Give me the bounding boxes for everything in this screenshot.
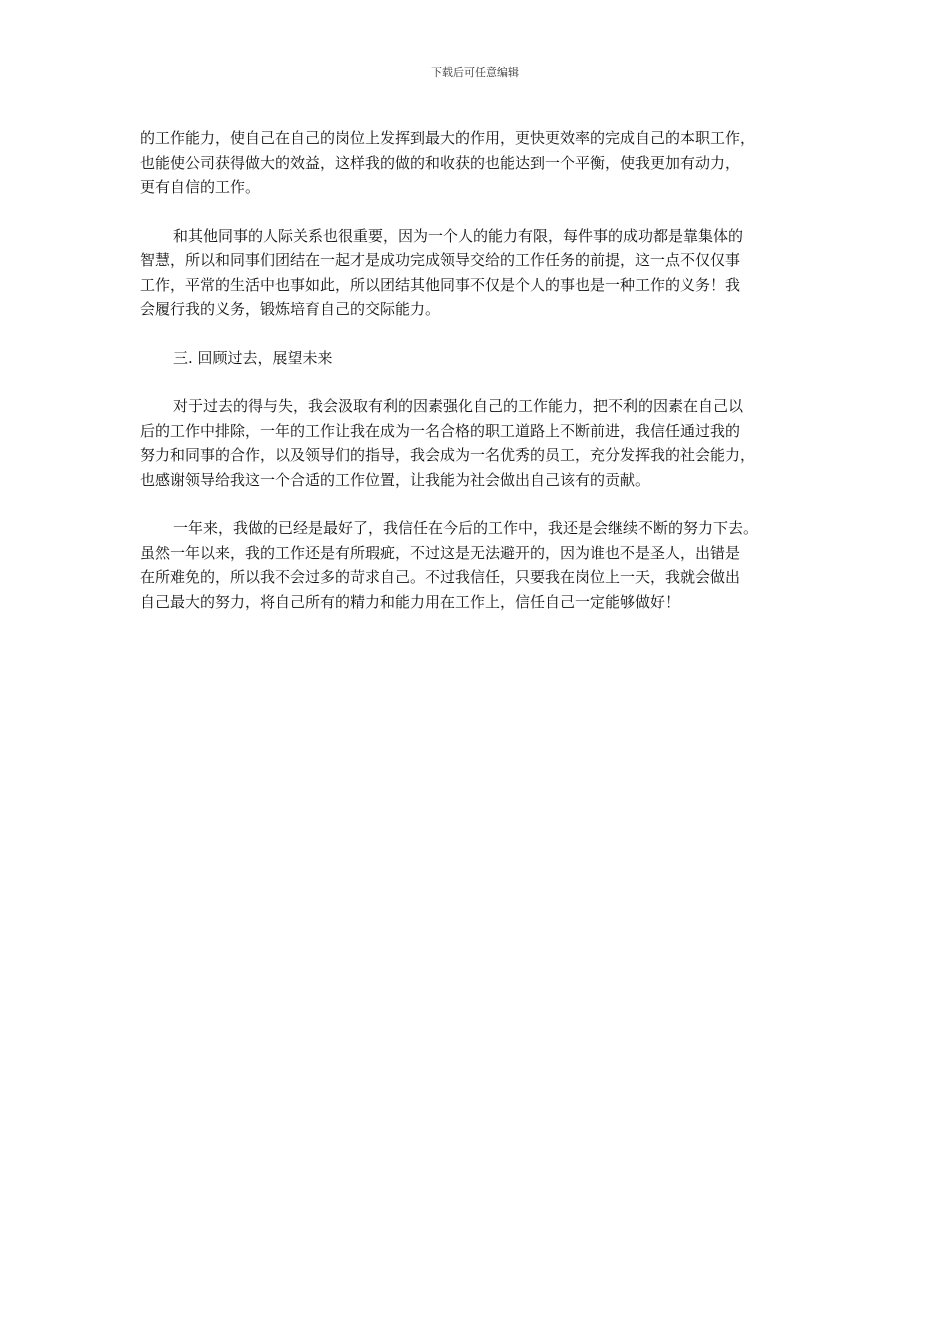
text-line: 更有自信的工作。 [140, 178, 261, 196]
paragraph [140, 516, 812, 614]
text-line: 和其他同事的人际关系也很重要，因为一个人的能力有限，每件事的成功都是靠集体的 [173, 226, 744, 245]
document-body [140, 126, 812, 614]
section-heading [140, 346, 812, 371]
paragraph [140, 224, 812, 322]
text-line: 的工作能力，使自己在自己的岗位上发挥到最大的作用，更快更效率的完成自己的本职工作， [140, 129, 756, 147]
text-line: 也能使公司获得做大的效益，这样我的做的和收获的也能达到一个平衡，使我更加有动力， [140, 153, 741, 172]
text-line: 工作，平常的生活中也事如此，所以团结其他同事不仅是个人的事也是一种工作的义务！我 [140, 275, 741, 294]
text-line: 智慧，所以和同事们团结在一起才是成功完成领导交给的工作任务的前提，这一点不仅仅事 [140, 251, 741, 269]
paragraph [140, 394, 812, 492]
text-line: 后的工作中排除，一年的工作让我在成为一名合格的职工道路上不断前进，我信任通过我的 [140, 421, 741, 440]
text-line: 一年来，我做的已经是最好了，我信任在今后的工作中，我还是会继续不断的努力下去。 [173, 519, 759, 537]
text-line: 努力和同事的合作，以及领导们的指导，我会成为一名优秀的员工，充分发挥我的社会能力， [140, 446, 756, 464]
text-line: 也感谢领导给我这一个合适的工作位置，让我能为社会做出自己该有的贡献。 [140, 470, 651, 489]
text-line: 会履行我的义务，锻炼培育自己的交际能力。 [140, 300, 441, 318]
text-line: 自己最大的努力，将自己所有的精力和能力用在工作上，信任自己一定能够做好！ [140, 592, 681, 611]
heading-text: 三. 回顾过去，展望未来 [173, 348, 333, 367]
text-line: 虽然一年以来，我的工作还是有所瑕疵，不过这是无法避开的，因为谁也不是圣人，出错是 [140, 543, 741, 562]
paragraph [140, 126, 812, 200]
text-line: 对于过去的得与失，我会汲取有利的因素强化自己的工作能力，把不利的因素在自己以 [173, 397, 744, 415]
text-line: 在所难免的，所以我不会过多的苛求自己。不过我信任，只要我在岗位上一天，我就会做出 [140, 568, 741, 586]
page-header-watermark: 下载后可任意编辑 [431, 66, 519, 79]
